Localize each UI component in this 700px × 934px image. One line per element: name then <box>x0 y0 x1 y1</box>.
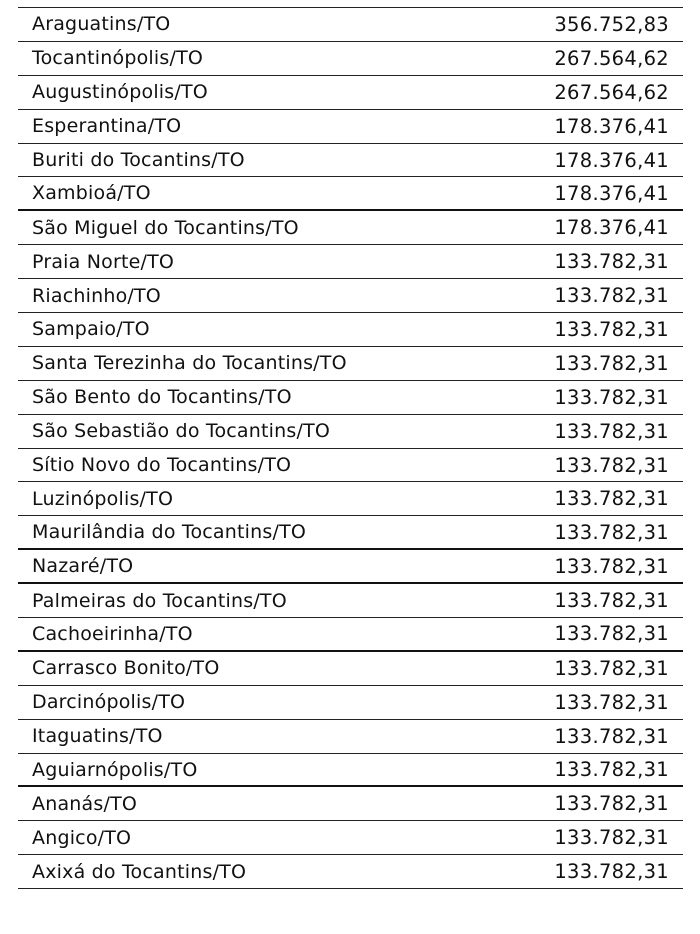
table-row <box>18 279 683 313</box>
municipality-name: Esperantina/TO <box>32 115 182 138</box>
amount-value: 133.782,31 <box>554 554 669 578</box>
municipality-name: Ananás/TO <box>32 792 138 815</box>
table-row <box>18 313 683 347</box>
amount-value: 133.782,31 <box>554 860 669 884</box>
amount-value: 133.782,31 <box>554 589 669 613</box>
table-row <box>18 177 683 211</box>
table-row <box>18 821 683 855</box>
amount-value: 133.782,31 <box>554 724 669 748</box>
table-row <box>18 482 683 516</box>
amount-value: 133.782,31 <box>554 351 669 375</box>
table-row <box>18 8 683 42</box>
table-row <box>18 720 683 754</box>
municipality-name: Tocantinópolis/TO <box>32 47 204 70</box>
amount-value: 178.376,41 <box>554 216 669 240</box>
table-row <box>18 686 683 720</box>
table-row <box>18 754 683 788</box>
municipality-name: Buriti do Tocantins/TO <box>32 149 245 171</box>
municipality-name: Xambioá/TO <box>32 182 151 205</box>
amount-value: 133.782,31 <box>554 690 669 714</box>
table-row <box>18 855 683 889</box>
table-row <box>18 449 683 483</box>
table-row <box>18 516 683 550</box>
table-row <box>18 245 683 279</box>
table-row <box>18 381 683 415</box>
table-row <box>18 76 683 110</box>
table-row <box>18 584 683 618</box>
amount-value: 133.782,31 <box>554 453 669 477</box>
table-row <box>18 211 683 245</box>
amount-value: 267.564,62 <box>554 80 669 104</box>
municipality-name: Santa Terezinha do Tocantins/TO <box>32 352 347 375</box>
amount-value: 133.782,31 <box>554 826 669 850</box>
municipality-name: Itaguatins/TO <box>32 725 163 748</box>
amount-value: 178.376,41 <box>554 181 669 205</box>
municipality-name: São Sebastião do Tocantins/TO <box>32 420 331 443</box>
amount-value: 178.376,41 <box>554 114 669 138</box>
table-row <box>18 787 683 821</box>
municipality-name: Axixá do Tocantins/TO <box>32 860 247 883</box>
amount-value: 133.782,31 <box>554 419 669 443</box>
municipality-name: Carrasco Bonito/TO <box>32 657 220 680</box>
municipality-name: Augustinópolis/TO <box>32 81 208 104</box>
municipality-name: Darcinópolis/TO <box>32 691 186 714</box>
amount-value: 133.782,31 <box>554 317 669 341</box>
table-row <box>18 110 683 144</box>
amount-value: 133.782,31 <box>554 792 669 816</box>
municipality-values-table <box>18 7 683 889</box>
amount-value: 133.782,31 <box>554 758 669 782</box>
municipality-name: Riachinho/TO <box>32 284 161 307</box>
table-row <box>18 347 683 381</box>
municipality-name: Araguatins/TO <box>32 13 171 36</box>
municipality-name: São Miguel do Tocantins/TO <box>32 216 299 239</box>
amount-value: 133.782,31 <box>554 284 669 308</box>
municipality-name: Praia Norte/TO <box>32 250 175 273</box>
table-row <box>18 618 683 652</box>
amount-value: 133.782,31 <box>554 385 669 409</box>
table-row <box>18 415 683 449</box>
table-row <box>18 42 683 76</box>
amount-value: 178.376,41 <box>554 148 669 172</box>
table-row <box>18 550 683 584</box>
municipality-name: Nazaré/TO <box>32 555 134 578</box>
amount-value: 133.782,31 <box>554 622 669 646</box>
municipality-name: Palmeiras do Tocantins/TO <box>32 589 287 612</box>
municipality-name: Cachoeirinha/TO <box>32 622 193 645</box>
municipality-name: Sampaio/TO <box>32 318 150 341</box>
municipality-name: São Bento do Tocantins/TO <box>32 386 292 409</box>
amount-value: 133.782,31 <box>554 520 669 544</box>
amount-value: 133.782,31 <box>554 250 669 274</box>
municipality-name: Aguiarnópolis/TO <box>32 758 198 781</box>
amount-value: 133.782,31 <box>554 656 669 680</box>
amount-value: 267.564,62 <box>554 46 669 70</box>
municipality-name: Luzinópolis/TO <box>32 487 174 510</box>
amount-value: 356.752,83 <box>554 12 669 36</box>
table-row <box>18 652 683 686</box>
table-row <box>18 144 683 178</box>
municipality-name: Sítio Novo do Tocantins/TO <box>32 454 292 477</box>
municipality-name: Maurilândia do Tocantins/TO <box>32 521 307 544</box>
municipality-name: Angico/TO <box>32 826 132 849</box>
amount-value: 133.782,31 <box>554 487 669 511</box>
